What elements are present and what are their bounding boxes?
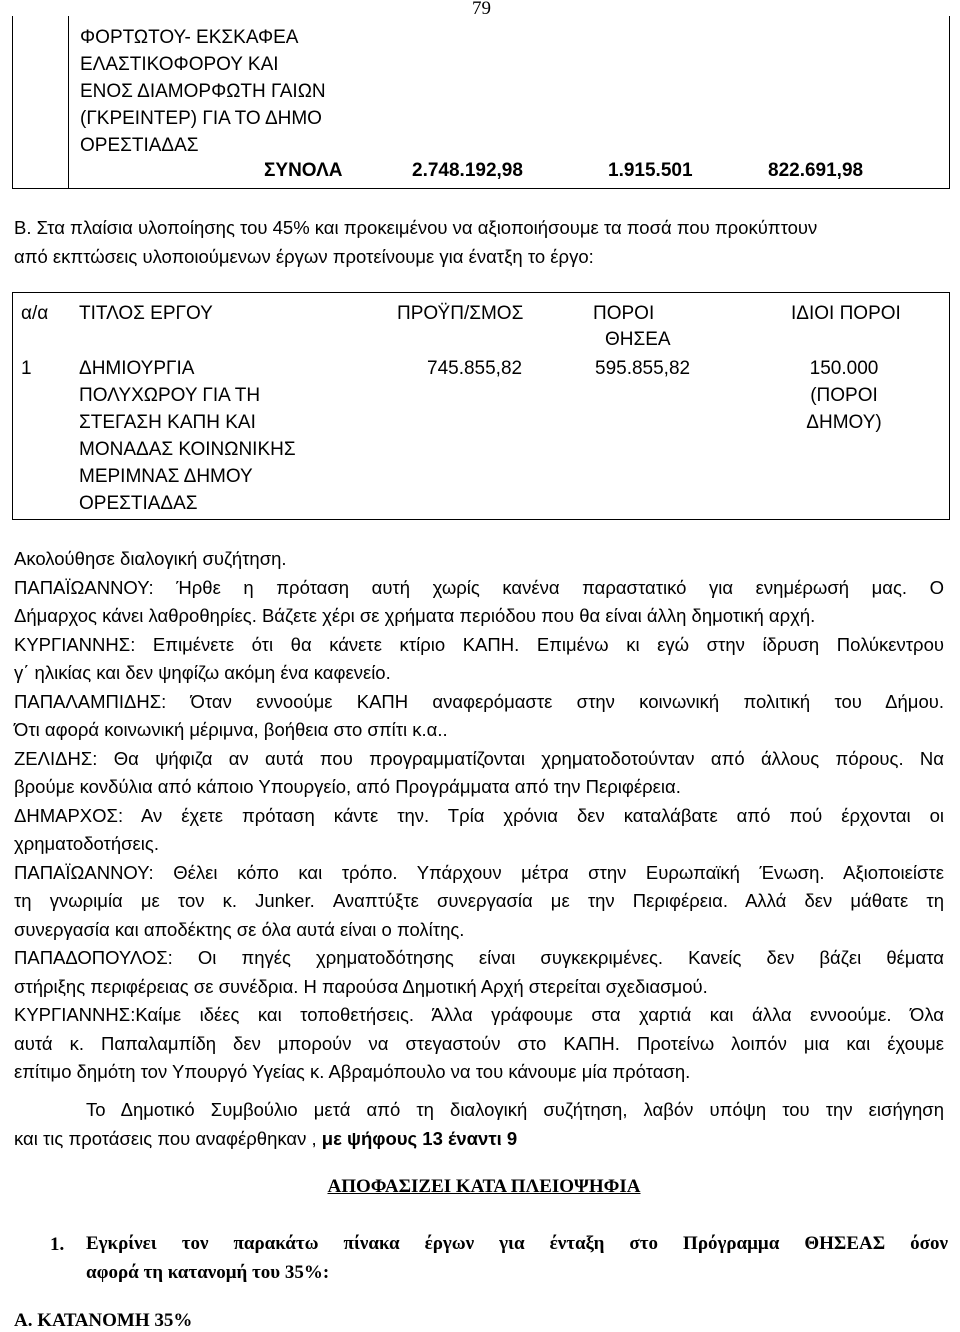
council-text: και τις προτάσεις που αναφέρθηκαν , (14, 1127, 322, 1149)
title-line: ΦΟΡΤΩΤΟΥ- ΕΚΣΚΑΦΕΑ (80, 27, 299, 48)
col-header-own: ΙΔΙΟΙ ΠΟΡΟΙ (791, 303, 901, 324)
col-header-budget: ΠΡΟΫΠ/ΣΜΟΣ (397, 303, 524, 324)
text-line: από εκπτώσεις υλοποιούμενων έργων προτείνουμε για ένατξη το έργο: (14, 245, 594, 267)
own-line: 150.000 (809, 358, 879, 379)
discussion-line: τη γνωριμία με τον κ. Junker. Αναπτύξτε συνεργασία με την Περιφέρεια. Αλλά δεν μάθατε τη (14, 890, 944, 911)
discussion-line: ΠΑΠΑΔΟΠΟΥΛΟΣ: Οι πηγές χρηματοδότησης είναι συγκεκριμένες. Κανείς δεν βάζει θέματα (14, 947, 944, 968)
discussion-line: ΚΥΡΓΙΑΝΝΗΣ:Καίμε ιδέες και τοποθετήσεις. Άλλα γράφουμε στα χαρτιά και άλλα εννοούμε. Όλα (14, 1004, 944, 1025)
row-theseas: 595.855,82 (595, 358, 691, 379)
col-header-theseas: ΠΟΡΟΙ (593, 303, 655, 324)
title-line: (ΓΚΡΕΙΝΤΕΡ) ΓΙΑ ΤΟ ΔΗΜΟ (80, 108, 322, 129)
discussion-line: βρούμε κονδύλια από κάποιο Υπουργείο, από Προγράμματα από την Περιφέρεια. (14, 776, 681, 797)
title-line: ΕΛΑΣΤΙΚΟΦΟΡΟΥ ΚΑΙ (80, 54, 279, 75)
council-line: Το Δημοτικό Συμβούλιο μετά από τη διαλογική συζήτηση, λαβόν υπόψη του την εισήγηση (86, 1099, 944, 1120)
col-header-aa: α/α (21, 303, 49, 324)
row-budget: 745.855,82 (427, 358, 523, 379)
discussion-line: ΔΗΜΑΡΧΟΣ: Αν έχετε πρόταση κάντε την. Τρία χρόνια δεν καταλάβατε από πού έρχονται οι (14, 804, 944, 826)
totals-label: ΣΥΝΟΛΑ (264, 160, 343, 181)
top-project-title (80, 24, 326, 159)
totals-value: 1.915.501 (608, 160, 693, 181)
discussion-line: στήριξης περιφέρειας σε συνέδρια. Η παρούσα Δημοτική Αρχή στερείται σχεδιασμού. (14, 975, 708, 997)
text-line: Β. Στα πλαίσια υλοποίησης του 45% και προκειμένου να αξιοποιήσουμε τα ποσά που προκύπτουν (14, 217, 818, 238)
title-line: ΜΟΝΑΔΑΣ ΚΟΙΝΩΝΙΚΗΣ (79, 439, 296, 460)
row-title (79, 355, 296, 517)
row-number: 1 (21, 358, 32, 379)
item-line: αφορά τη κατανομή του 35%: (86, 1261, 330, 1283)
discussion-line: Δήμαρχος κάνει λαθροθηρίες. Βάζετε χέρι σε χρήματα περιόδου που θα είναι άλλη δημοτική αρχή. (14, 605, 816, 626)
section-b-intro (14, 214, 944, 271)
totals-value: 2.748.192,98 (412, 160, 523, 181)
title-line: ΕΝΟΣ ΔΙΑΜΟΡΦΩΤΗ ΓΑΙΩΝ (80, 81, 326, 102)
vote-count: με ψήφους 13 έναντι 9 (321, 1127, 518, 1149)
council-line (14, 1125, 944, 1154)
discussion-line: Ακολούθησε διαλογική συζήτηση. (14, 548, 287, 569)
council-statement (14, 1096, 944, 1153)
title-line: ΠΟΛΥΧΩΡΟΥ ΓΙΑ ΤΗ (79, 385, 261, 406)
own-line: ΔΗΜΟΥ) (806, 412, 882, 433)
discussion-line: επίτιμο δημότη τον Υπουργό Υγείας κ. Αβραμόπουλο να του κάνουμε μία πρόταση. (14, 1061, 691, 1082)
discussion (14, 545, 944, 1087)
title-line: ΜΕΡΙΜΝΑΣ ΔΗΜΟΥ (79, 466, 253, 487)
totals-value: 822.691,98 (768, 160, 864, 181)
section-a-heading: Α. ΚΑΤΑΝΟΜΗ 35% (14, 1310, 193, 1331)
discussion-line: συνεργασία και αποδέκτης σε όλα αυτά είναι ο πολίτης. (14, 918, 465, 940)
table-divider (68, 16, 69, 188)
own-line: (ΠΟΡΟΙ (810, 385, 878, 406)
discussion-line: ΖΕΛΙΔΗΣ: Θα ψήφιζα αν αυτά που προγραμματίζονται χρηματοδοτούνταν από άλλους πόρους. Να (14, 747, 944, 769)
page-number: 79 (472, 0, 491, 19)
discussion-line: ΚΥΡΓΙΑΝΝΗΣ: Επιμένετε ότι θα κάνετε κτίριο ΚΑΠΗ. Επιμένω κι εγώ στην ίδρυση Πολύκεντρου (14, 633, 944, 655)
decision-heading: ΑΠΟΦΑΣΙΖΕΙ ΚΑΤΑ ΠΛΕΙΟΨΗΦΙΑ (327, 1176, 641, 1197)
col-header-theseas-2: ΘΗΣΕΑ (605, 329, 671, 350)
discussion-line: ΠΑΠΑΪΩΑΝΝΟΥ: Θέλει κόπο και τρόπο. Υπάρχουν μέτρα στην Ευρωπαϊκή Ένωση. Αξιοποιείστε (14, 861, 944, 883)
title-line: ΔΗΜΙΟΥΡΓΙΑ (79, 358, 195, 379)
title-line: ΣΤΕΓΑΣΗ ΚΑΠΗ ΚΑΙ (79, 412, 256, 433)
discussion-line: Ότι αφορά κοινωνική μέριμνα, βοήθεια στο σπίτι κ.α.. (14, 719, 448, 740)
project-table (12, 292, 950, 520)
discussion-line: ΠΑΠΑΛΑΜΠΙΔΗΣ: Όταν εννοούμε ΚΑΠΗ αναφερόμαστε στην κοινωνική πολιτική του Δήμου. (14, 690, 944, 712)
discussion-line: αυτά κ. Παπαλαμπίδη δεν μπορούν να στεγαστούν στο ΚΑΠΗ. Προτείνω λοιπόν μια και έχουμε (14, 1032, 944, 1054)
row-own (789, 355, 899, 436)
item-1-text (86, 1230, 948, 1287)
title-line: ΟΡΕΣΤΙΑΔΑΣ (80, 135, 199, 156)
title-line: ΟΡΕΣΤΙΑΔΑΣ (79, 493, 198, 514)
discussion-line: χρηματοδοτήσεις. (14, 833, 159, 854)
col-header-title: ΤΙΤΛΟΣ ΕΡΓΟΥ (79, 303, 213, 324)
item-line: Εγκρίνει τον παρακάτω πίνακα έργων για ένταξη στο Πρόγραμμα ΘΗΣΕΑΣ όσον (86, 1233, 948, 1254)
discussion-line: γ΄ ηλικίας και δεν ψηφίζω ακόμη ένα καφενείο. (14, 662, 391, 683)
discussion-line: ΠΑΠΑΪΩΑΝΝΟΥ: Ήρθε η πρόταση αυτή χωρίς κανένα παραστατικό για ενημέρωσή μας. Ο (14, 576, 944, 598)
item-number: 1. (50, 1234, 65, 1255)
